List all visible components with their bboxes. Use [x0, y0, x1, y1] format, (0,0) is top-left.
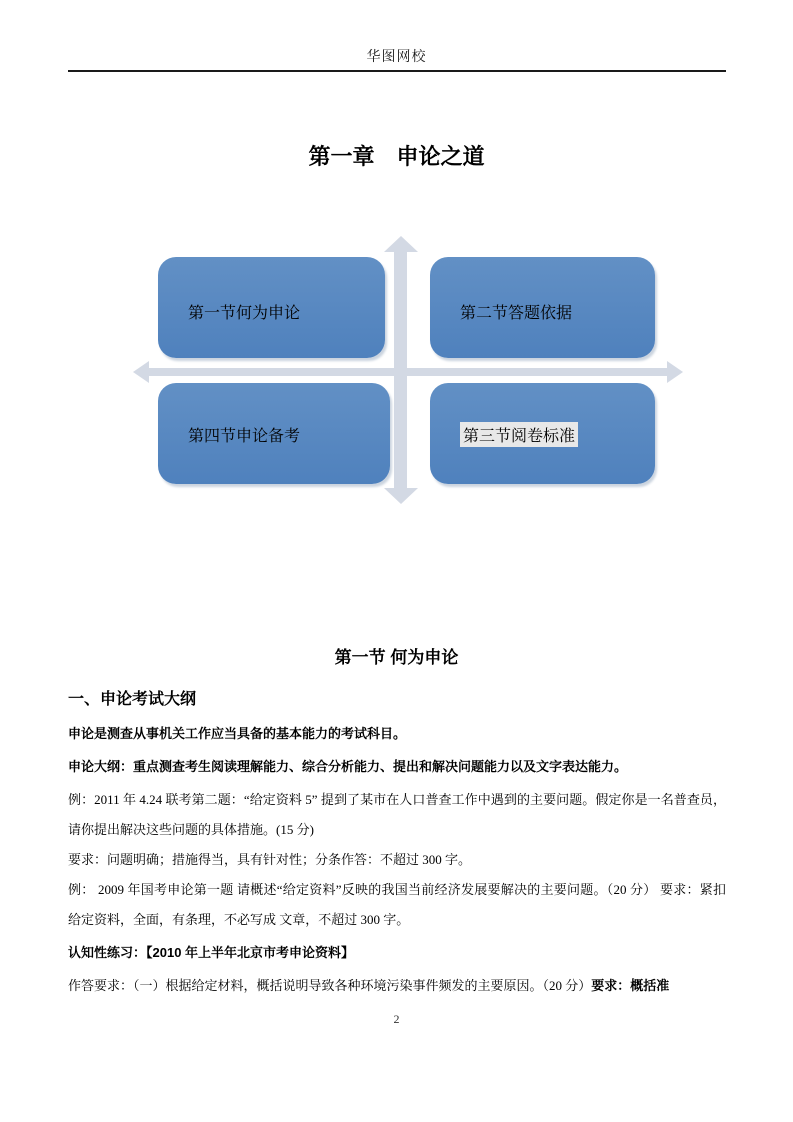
paragraph-outline: 申论大纲：重点测查考生阅读理解能力、综合分析能力、提出和解决问题能力以及文字表达能力。	[68, 759, 628, 774]
chapter-overview-diagram	[130, 235, 686, 505]
paragraph-example-2009: 例： 2009 年国考申论第一题 请概述“给定资料”反映的我国当前经济发展要解决的主要问题。（20 分） 要求：紧扣给定资料，全面，有条理，不必写成 文章，不超过 300 字。	[68, 882, 726, 927]
text-run: 作答要求：（一）根据给定材料，概括说明导致各种环境污染事件频发的主要原因。（20 分）	[68, 978, 592, 993]
diagram-box-section1	[158, 257, 385, 358]
paragraph-exam-definition: 申论是测查从事机关工作应当具备的基本能力的考试科目。	[68, 726, 407, 741]
header-divider	[68, 70, 726, 72]
page-header-title: 华图网校	[366, 50, 427, 65]
body-text-block	[68, 719, 726, 1001]
chapter-title: 第一章 申论之道	[308, 144, 485, 169]
arrow-down-icon	[384, 488, 418, 504]
diagram-box-section2	[430, 257, 655, 358]
arrow-left-icon	[133, 361, 149, 383]
diagram-box-section4	[158, 383, 390, 484]
text-run-bold: 要求：概括准	[591, 978, 670, 993]
section-title: 第一节 何为申论	[334, 648, 459, 667]
subsection-heading: 一、申论考试大纲	[68, 691, 197, 708]
paragraph-requirement-2011: 要求：问题明确；措施得当，具有针对性；分条作答：不超过 300 字。	[68, 852, 472, 867]
diagram-box-label: 第二节答题依据	[460, 305, 573, 322]
paragraph-practice-header: 认知性练习：【2010 年上半年北京市考申论资料】	[68, 945, 355, 960]
diagram-box-label: 第四节申论备考	[188, 428, 301, 445]
diagram-box-section3	[430, 383, 655, 484]
paragraph-example-2011: 例：2011 年 4.24 联考第二题：“给定资料 5” 提到了某市在人口普查工作中遇到的主要问题。假定你是一名普查员，请你提出解决这些问题的具体措施。(15 分)	[68, 792, 726, 837]
diagram-box-label-highlighted: 第三节阅卷标准	[460, 422, 578, 447]
paragraph-answer-requirement	[68, 971, 726, 1001]
arrow-up-icon	[384, 236, 418, 252]
arrow-right-icon	[667, 361, 683, 383]
diagram-box-label: 第一节何为申论	[188, 305, 301, 322]
page-number: 2	[393, 1012, 400, 1026]
horizontal-axis-line	[148, 368, 668, 376]
